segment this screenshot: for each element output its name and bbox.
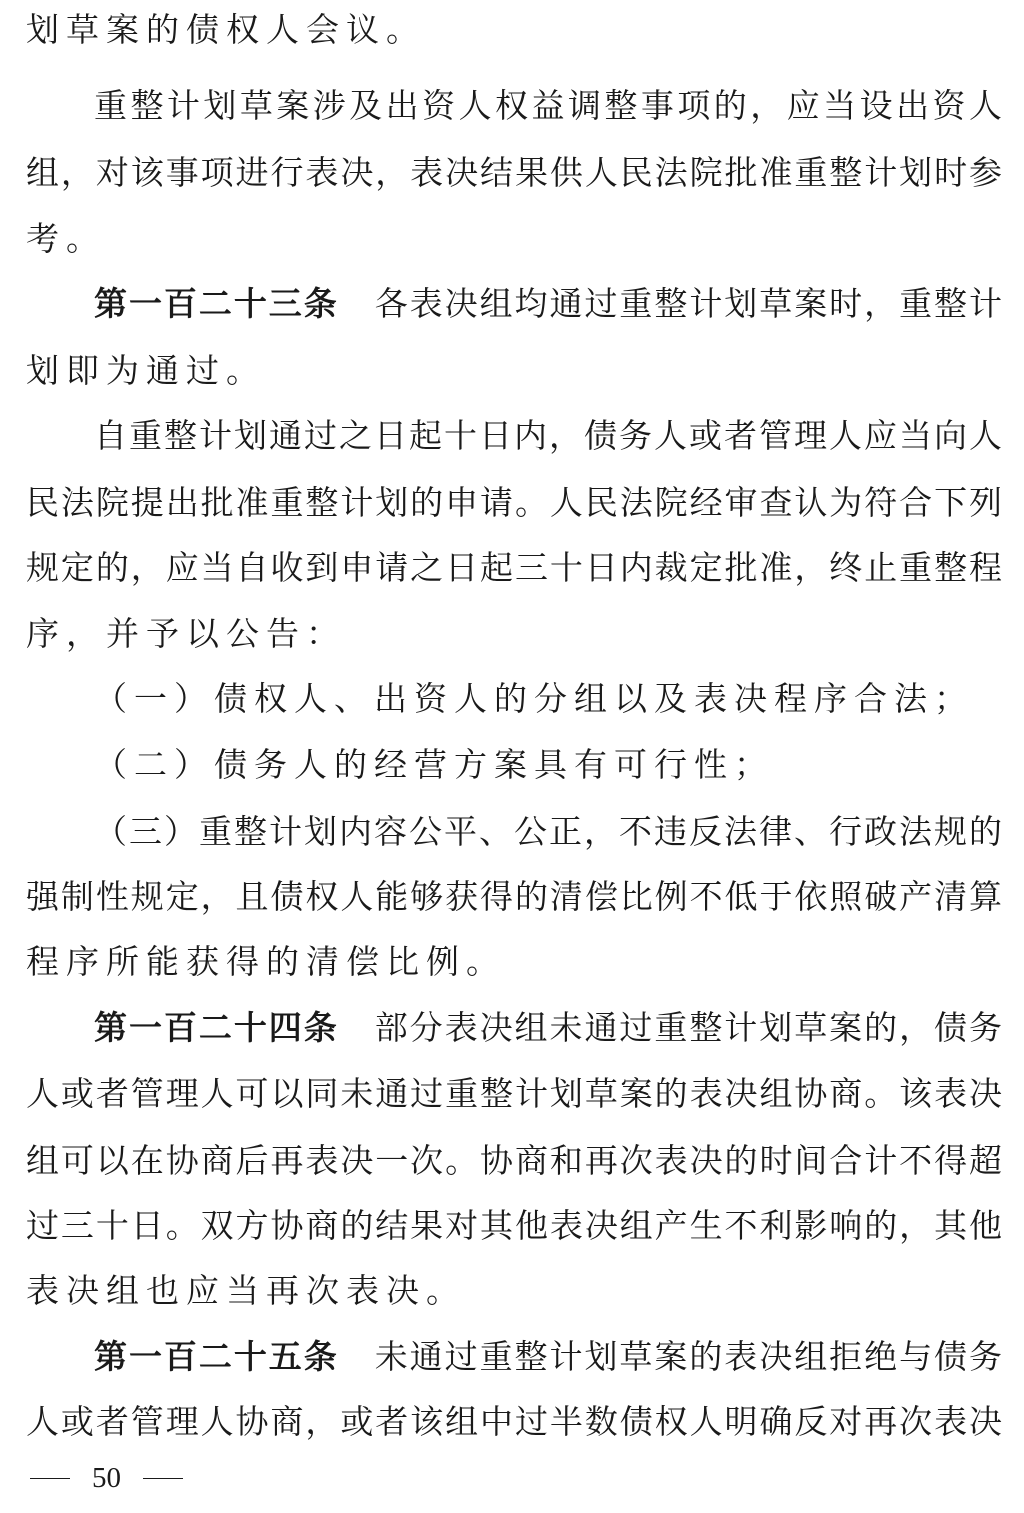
line-text: 人或者管理人可以同未通过重整计划草案的表决组协商。该表决 (26, 1074, 1002, 1113)
text-line (26, 8, 1002, 52)
line-text: 表决组也应当再次表决。 (26, 1271, 466, 1310)
line-text: （二）债务人的经营方案具有可行性； (94, 745, 774, 784)
list-item-line (94, 743, 1002, 787)
line-text: 重整计划草案涉及出资人权益调整事项的，应当设出资人 (94, 86, 1002, 125)
page-footer (30, 1458, 183, 1498)
line-text: 划草案的债权人会议。 (26, 10, 426, 49)
line-text: 自重整计划通过之日起十日内，债务人或者管理人应当向人 (94, 416, 1002, 455)
line-text: 组可以在协商后再表决一次。协商和再次表决的时间合计不得超 (26, 1141, 1002, 1180)
list-item-line (94, 677, 1002, 721)
line-text: 过三十日。双方协商的结果对其他表决组产生不利影响的，其他 (26, 1206, 1002, 1245)
text-line (26, 1269, 1002, 1313)
text-line (26, 875, 1002, 919)
line-text: 人或者管理人协商，或者该组中过半数债权人明确反对再次表决 (26, 1402, 1002, 1441)
text-line (26, 1139, 1002, 1183)
footer-dash-right (143, 1478, 183, 1479)
text-line (26, 1072, 1002, 1116)
text-line (26, 612, 1002, 656)
page-number: 50 (92, 1461, 121, 1494)
text-line (26, 1204, 1002, 1248)
line-text: 部分表决组未通过重整计划草案的，债务 (372, 1008, 1003, 1047)
article-heading-line (94, 282, 1002, 326)
list-item-line (94, 810, 1002, 854)
article-heading-line (94, 1006, 1002, 1050)
text-line (26, 349, 1002, 393)
line-text: 规定的，应当自收到申请之日起三十日内裁定批准，终止重整程 (26, 548, 1002, 587)
line-text: 划即为通过。 (26, 351, 266, 390)
article-number: 第一百二十三条 (94, 284, 339, 323)
line-text: 序，并予以公告： (26, 614, 346, 653)
article-number: 第一百二十五条 (94, 1337, 339, 1376)
text-line (26, 940, 1002, 984)
article-heading-line (94, 1335, 1002, 1379)
line-text: 各表决组均通过重整计划草案时，重整计 (372, 284, 1003, 323)
line-text: 考。 (26, 219, 106, 258)
line-text: （三）重整计划内容公平、公正，不违反法律、行政法规的 (94, 812, 1002, 851)
line-text: 强制性规定，且债权人能够获得的清偿比例不低于依照破产清算 (26, 877, 1002, 916)
text-line (26, 1400, 1002, 1444)
line-text: 民法院提出批准重整计划的申请。人民法院经审查认为符合下列 (26, 483, 1002, 522)
line-text: 组，对该事项进行表决，表决结果供人民法院批准重整计划时参 (26, 153, 1002, 192)
text-line (94, 84, 1002, 128)
text-line (26, 546, 1002, 590)
line-text: 未通过重整计划草案的表决组拒绝与债务 (372, 1337, 1003, 1376)
footer-dash-left (30, 1478, 70, 1479)
text-line (26, 217, 1002, 261)
text-line (26, 481, 1002, 525)
text-line (94, 414, 1002, 458)
line-text: 程序所能获得的清偿比例。 (26, 942, 506, 981)
line-text: （一）债权人、出资人的分组以及表决程序合法； (94, 679, 974, 718)
text-line (26, 151, 1002, 195)
article-number: 第一百二十四条 (94, 1008, 339, 1047)
